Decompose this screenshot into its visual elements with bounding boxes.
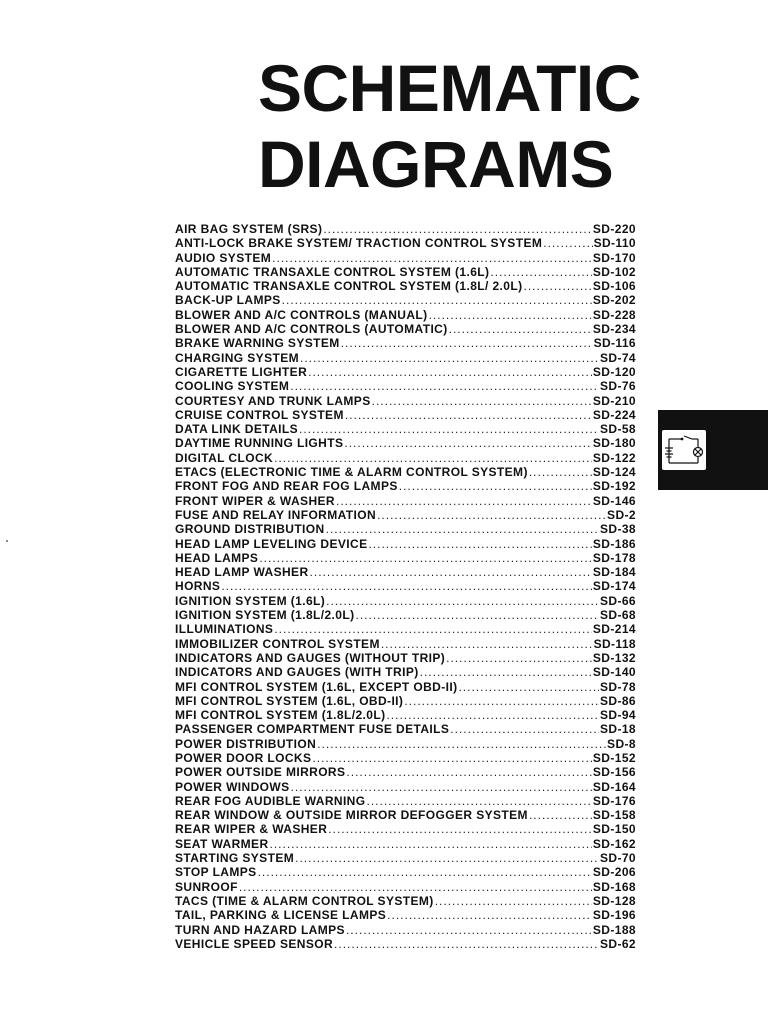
toc-entry-label: COOLING SYSTEM — [175, 379, 290, 394]
toc-entry-label: MFI CONTROL SYSTEM (1.8L/2.0L) — [175, 708, 386, 723]
dot-leader — [274, 451, 592, 465]
toc-entry — [175, 923, 636, 937]
dot-leader — [334, 937, 599, 951]
toc-entry-label: BRAKE WARNING SYSTEM — [175, 336, 340, 351]
toc-entry-page: SD-186 — [592, 536, 636, 551]
toc-entry-label: DATA LINK DETAILS — [175, 422, 299, 437]
dot-leader — [344, 436, 592, 450]
dot-leader — [446, 651, 592, 665]
dot-leader — [404, 694, 599, 708]
dot-leader — [308, 365, 592, 379]
section-tab — [658, 410, 768, 490]
dot-leader — [336, 494, 592, 508]
toc-entry — [175, 680, 636, 694]
toc-entry-page: SD-192 — [592, 479, 636, 494]
toc-entry — [175, 537, 636, 551]
dot-leader — [326, 594, 599, 608]
toc-entry — [175, 637, 636, 651]
dot-leader — [299, 422, 599, 436]
toc-entry — [175, 780, 636, 794]
toc-entry — [175, 251, 636, 265]
toc-entry-page: SD-196 — [592, 908, 636, 923]
dot-leader — [420, 665, 592, 679]
toc-entry-page: SD-146 — [592, 493, 636, 508]
toc-entry — [175, 351, 636, 365]
dot-leader — [290, 379, 599, 393]
toc-entry-label: IGNITION SYSTEM (1.8L/2.0L) — [175, 608, 355, 623]
toc-entry-label: CRUISE CONTROL SYSTEM — [175, 407, 344, 422]
toc-entry-label: FRONT WIPER & WASHER — [175, 493, 335, 508]
toc-entry-label: ANTI-LOCK BRAKE SYSTEM/ TRACTION CONTROL SYSTEM — [175, 236, 543, 251]
toc-entry — [175, 322, 636, 336]
toc-entry-page: SD-170 — [592, 250, 636, 265]
toc-entry — [175, 565, 636, 579]
toc-entry-label: CHARGING SYSTEM — [175, 350, 300, 365]
toc-entry-label: POWER WINDOWS — [175, 779, 290, 794]
toc-entry-label: REAR FOG AUDIBLE WARNING — [175, 793, 366, 808]
toc-entry-page: SD-110 — [593, 236, 636, 251]
dot-leader — [274, 622, 592, 636]
toc-entry-page: SD-140 — [592, 665, 636, 680]
toc-entry — [175, 394, 636, 408]
toc-entry-label: MFI CONTROL SYSTEM (1.6L, EXCEPT OBD-II) — [175, 679, 458, 694]
dot-leader — [310, 565, 592, 579]
toc-entry-label: POWER DISTRIBUTION — [175, 736, 317, 751]
toc-entry-page: SD-74 — [599, 350, 636, 365]
toc-entry-page: SD-124 — [592, 465, 636, 480]
toc-entry-label: POWER DOOR LOCKS — [175, 750, 312, 765]
toc-entry — [175, 479, 636, 493]
dot-leader — [326, 522, 599, 536]
dot-leader — [270, 837, 592, 851]
toc-entry — [175, 808, 636, 822]
toc-entry-label: AUDIO SYSTEM — [175, 250, 272, 265]
toc-entry — [175, 379, 636, 393]
toc-entry — [175, 608, 636, 622]
dot-leader — [450, 722, 599, 736]
toc-entry-page: SD-132 — [592, 650, 636, 665]
toc-entry — [175, 222, 636, 236]
scan-speck — [6, 540, 8, 542]
dot-leader — [435, 894, 592, 908]
toc-entry-page: SD-164 — [592, 779, 636, 794]
toc-entry-page: SD-18 — [599, 722, 636, 737]
toc-entry — [175, 494, 636, 508]
toc-entry-page: SD-206 — [592, 865, 636, 880]
dot-leader — [312, 751, 592, 765]
toc-entry-label: AIR BAG SYSTEM (SRS) — [175, 222, 323, 236]
toc-entry — [175, 451, 636, 465]
toc-entry-page: SD-76 — [599, 379, 636, 394]
toc-entry — [175, 722, 636, 736]
toc-entry-page: SD-58 — [599, 422, 636, 437]
toc-entry-page: SD-210 — [592, 393, 636, 408]
dot-leader — [221, 579, 592, 593]
dot-leader — [529, 465, 592, 479]
toc-entry-page: SD-106 — [592, 279, 636, 294]
page-title — [258, 50, 641, 202]
toc-entry-page: SD-102 — [592, 264, 636, 279]
dot-leader — [381, 637, 593, 651]
toc-entry-label: HEAD LAMP LEVELING DEVICE — [175, 536, 368, 551]
dot-leader — [372, 394, 592, 408]
toc-entry-page: SD-120 — [592, 364, 636, 379]
toc-entry-page: SD-68 — [599, 608, 636, 623]
toc-entry — [175, 765, 636, 779]
toc-entry — [175, 293, 636, 307]
dot-leader — [543, 236, 592, 250]
toc-entry-label: HEAD LAMPS — [175, 550, 259, 565]
toc-entry-page: SD-122 — [592, 450, 636, 465]
toc-entry — [175, 365, 636, 379]
toc-entry-page: SD-150 — [592, 822, 636, 837]
toc-entry — [175, 651, 636, 665]
toc-entry — [175, 751, 636, 765]
toc-entry-label: SEAT WARMER — [175, 836, 269, 851]
dot-leader — [429, 308, 592, 322]
toc-entry — [175, 908, 636, 922]
toc-entry — [175, 894, 636, 908]
toc-entry-page: SD-214 — [592, 622, 636, 637]
toc-entry — [175, 279, 636, 293]
toc-entry — [175, 265, 636, 279]
toc-entry-label: GROUND DISTRIBUTION — [175, 522, 325, 537]
toc-entry — [175, 465, 636, 479]
dot-leader — [346, 765, 592, 779]
toc-entry-label: IGNITION SYSTEM (1.6L) — [175, 593, 326, 608]
toc-entry — [175, 422, 636, 436]
toc-entry-label: VEHICLE SPEED SENSOR — [175, 936, 334, 951]
toc-entry — [175, 708, 636, 722]
dot-leader — [300, 351, 599, 365]
toc-entry-page: SD-86 — [599, 693, 636, 708]
toc-entry-label: IMMOBILIZER CONTROL SYSTEM — [175, 636, 380, 651]
toc-entry-label: AUTOMATIC TRANSAXLE CONTROL SYSTEM (1.8L/ 2.0L) — [175, 279, 523, 294]
toc-entry-page: SD-234 — [592, 322, 636, 337]
toc-entry-page: SD-188 — [592, 922, 636, 937]
toc-entry-label: SUNROOF — [175, 879, 238, 894]
toc-entry-page: SD-2 — [607, 507, 636, 522]
toc-entry-label: STARTING SYSTEM — [175, 851, 295, 866]
dot-leader — [367, 794, 592, 808]
toc-entry-page: SD-178 — [592, 550, 636, 565]
toc-entry-label: CIGARETTE LIGHTER — [175, 364, 308, 379]
dot-leader — [524, 279, 592, 293]
dot-leader — [458, 680, 599, 694]
dot-leader — [239, 880, 592, 894]
toc-entry-label: REAR WIPER & WASHER — [175, 822, 328, 837]
table-of-contents — [175, 222, 636, 951]
dot-leader — [368, 537, 591, 551]
dot-leader — [449, 322, 592, 336]
toc-entry-page: SD-116 — [593, 336, 636, 351]
toc-entry — [175, 408, 636, 422]
dot-leader — [399, 479, 592, 493]
toc-entry-page: SD-94 — [599, 708, 636, 723]
dot-leader — [529, 808, 592, 822]
toc-entry-page: SD-174 — [592, 579, 636, 594]
toc-entry-page: SD-128 — [592, 893, 636, 908]
toc-entry-label: COURTESY AND TRUNK LAMPS — [175, 393, 371, 408]
toc-entry-page: SD-8 — [607, 736, 636, 751]
toc-entry-page: SD-168 — [592, 879, 636, 894]
dot-leader — [291, 780, 592, 794]
toc-entry — [175, 308, 636, 322]
toc-entry — [175, 851, 636, 865]
dot-leader — [259, 551, 592, 565]
toc-entry-label: INDICATORS AND GAUGES (WITHOUT TRIP) — [175, 650, 446, 665]
toc-entry-label: REAR WINDOW & OUTSIDE MIRROR DEFOGGER SYSTEM — [175, 808, 528, 823]
toc-entry-label: ILLUMINATIONS — [175, 622, 274, 637]
toc-entry-label: STOP LAMPS — [175, 865, 257, 880]
toc-entry — [175, 551, 636, 565]
toc-entry-label: AUTOMATIC TRANSAXLE CONTROL SYSTEM (1.6L) — [175, 264, 490, 279]
toc-entry — [175, 837, 636, 851]
toc-entry — [175, 665, 636, 679]
toc-entry — [175, 436, 636, 450]
toc-entry-label: TURN AND HAZARD LAMPS — [175, 922, 345, 937]
dot-leader — [377, 508, 606, 522]
toc-entry — [175, 880, 636, 894]
toc-entry-label: HORNS — [175, 579, 221, 594]
toc-entry-label: BLOWER AND A/C CONTROLS (AUTOMATIC) — [175, 322, 448, 337]
schematic-circuit-icon — [662, 430, 706, 470]
toc-entry-label: DIGITAL CLOCK — [175, 450, 274, 465]
toc-entry — [175, 594, 636, 608]
toc-entry — [175, 236, 636, 250]
toc-entry-page: SD-162 — [592, 836, 636, 851]
toc-entry-page: SD-158 — [592, 808, 636, 823]
dot-leader — [490, 265, 591, 279]
title-line-2: DIAGRAMS — [258, 127, 614, 201]
dot-leader — [295, 851, 599, 865]
toc-entry-label: FUSE AND RELAY INFORMATION — [175, 507, 377, 522]
toc-entry-page: SD-66 — [599, 593, 636, 608]
dot-leader — [258, 865, 592, 879]
title-line-1: SCHEMATIC — [258, 51, 641, 125]
toc-entry-page: SD-180 — [592, 436, 636, 451]
toc-entry-page: SD-228 — [592, 307, 636, 322]
toc-entry-page: SD-220 — [592, 222, 636, 236]
toc-entry-label: FRONT FOG AND REAR FOG LAMPS — [175, 479, 398, 494]
toc-entry — [175, 737, 636, 751]
dot-leader — [323, 222, 592, 236]
dot-leader — [386, 708, 599, 722]
toc-entry-page: SD-224 — [592, 407, 636, 422]
toc-entry-page: SD-176 — [592, 793, 636, 808]
toc-entry-label: MFI CONTROL SYSTEM (1.6L, OBD-II) — [175, 693, 404, 708]
toc-entry-label: BACK-UP LAMPS — [175, 293, 281, 308]
toc-entry-page: SD-184 — [592, 565, 636, 580]
toc-entry — [175, 508, 636, 522]
toc-entry-label: PASSENGER COMPARTMENT FUSE DETAILS — [175, 722, 450, 737]
dot-leader — [272, 251, 592, 265]
toc-entry — [175, 865, 636, 879]
dot-leader — [356, 608, 599, 622]
dot-leader — [341, 336, 593, 350]
toc-entry — [175, 522, 636, 536]
toc-entry — [175, 579, 636, 593]
toc-entry-page: SD-78 — [599, 679, 636, 694]
toc-entry-page: SD-38 — [599, 522, 636, 537]
dot-leader — [345, 408, 592, 422]
dot-leader — [328, 822, 592, 836]
toc-entry-page: SD-70 — [599, 851, 636, 866]
toc-entry — [175, 622, 636, 636]
toc-entry-label: ETACS (ELECTRONIC TIME & ALARM CONTROL SYSTEM) — [175, 465, 528, 480]
toc-entry — [175, 822, 636, 836]
toc-entry-page: SD-202 — [592, 293, 636, 308]
toc-entry-label: HEAD LAMP WASHER — [175, 565, 309, 580]
toc-entry — [175, 694, 636, 708]
toc-entry-label: BLOWER AND A/C CONTROLS (MANUAL) — [175, 307, 428, 322]
dot-leader — [346, 923, 592, 937]
toc-entry-label: TACS (TIME & ALARM CONTROL SYSTEM) — [175, 893, 434, 908]
toc-entry-page: SD-152 — [592, 750, 636, 765]
toc-entry-label: TAIL, PARKING & LICENSE LAMPS — [175, 908, 387, 923]
toc-entry-label: INDICATORS AND GAUGES (WITH TRIP) — [175, 665, 419, 680]
toc-entry — [175, 937, 636, 951]
dot-leader — [387, 908, 592, 922]
toc-entry-page: SD-156 — [592, 765, 636, 780]
toc-entry — [175, 336, 636, 350]
toc-entry-page: SD-118 — [593, 636, 636, 651]
toc-entry-page: SD-62 — [599, 936, 636, 951]
toc-entry — [175, 794, 636, 808]
dot-leader — [317, 737, 606, 751]
dot-leader — [282, 293, 592, 307]
toc-entry-label: DAYTIME RUNNING LIGHTS — [175, 436, 344, 451]
toc-entry-label: POWER OUTSIDE MIRRORS — [175, 765, 346, 780]
